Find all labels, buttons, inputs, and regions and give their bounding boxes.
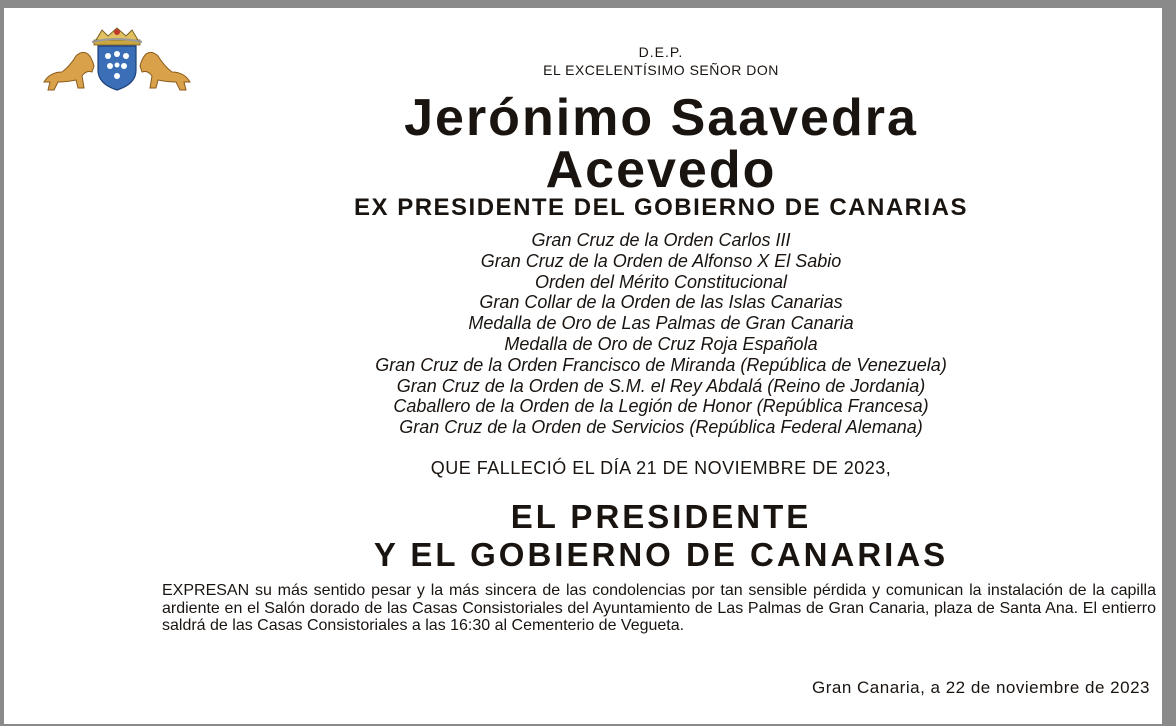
canary-islands-coat-of-arms-icon [36,26,198,96]
honor-item: Gran Cruz de la Orden de Servicios (República Federal Alemana) [399,417,923,438]
honors-list [154,230,1168,438]
dep-label: D.E.P. [638,44,684,60]
deceased-name-line2: Acevedo [545,141,777,199]
honor-item: Gran Cruz de la Orden de Alfonso X El Sabio [480,250,842,271]
deceased-name-line1: Jerónimo Saavedra [404,89,918,147]
honorific-line: EL EXCELENTÍSIMO SEÑOR DON [543,62,779,78]
signatories-line1: EL PRESIDENTE [510,498,812,535]
message-lead: EXPRESAN [162,582,250,599]
honor-item: Gran Cruz de la Orden Francisco de Miranda (República de Venezuela) [375,354,947,375]
signatories [154,498,1168,574]
obituary-notice [4,8,1162,724]
honor-item: Medalla de Oro de Las Palmas de Gran Canaria [468,313,854,334]
honor-item: Gran Collar de la Orden de las Islas Canarias [479,292,843,313]
honor-item: Orden del Mérito Constitucional [534,271,788,292]
death-notice: QUE FALLECIÓ EL DÍA 21 DE NOVIEMBRE DE 2023, [430,458,892,478]
deceased-name [154,89,1168,199]
condolence-message [162,582,1156,635]
honor-item: Caballero de la Orden de la Legión de Honor (República Francesa) [393,396,929,417]
message-text: su más sentido pesar y la más sincera de las condolencias por tan sensible pérdida y comunican la instalación de la capilla ardiente en el Salón dorado de las Casas Consistoriales del Ayuntamiento de Las Palmas de Gran Canaria, plaza de Santa Ana. El entierro saldrá de las Casas Consistoriales a las 16:30 al Cementerio de Vegueta. [162,582,1156,634]
honor-item: Medalla de Oro de Cruz Roja Española [504,333,818,354]
honor-item: Gran Cruz de la Orden Carlos III [531,230,791,250]
place-date: Gran Canaria, a 22 de noviembre de 2023 [812,678,1150,697]
signatories-line2: Y EL GOBIERNO DE CANARIAS [373,536,949,573]
deceased-title: EX PRESIDENTE DEL GOBIERNO DE CANARIAS [354,194,968,221]
honor-item: Gran Cruz de la Orden de S.M. el Rey Abdalá (Reino de Jordania) [396,375,926,396]
